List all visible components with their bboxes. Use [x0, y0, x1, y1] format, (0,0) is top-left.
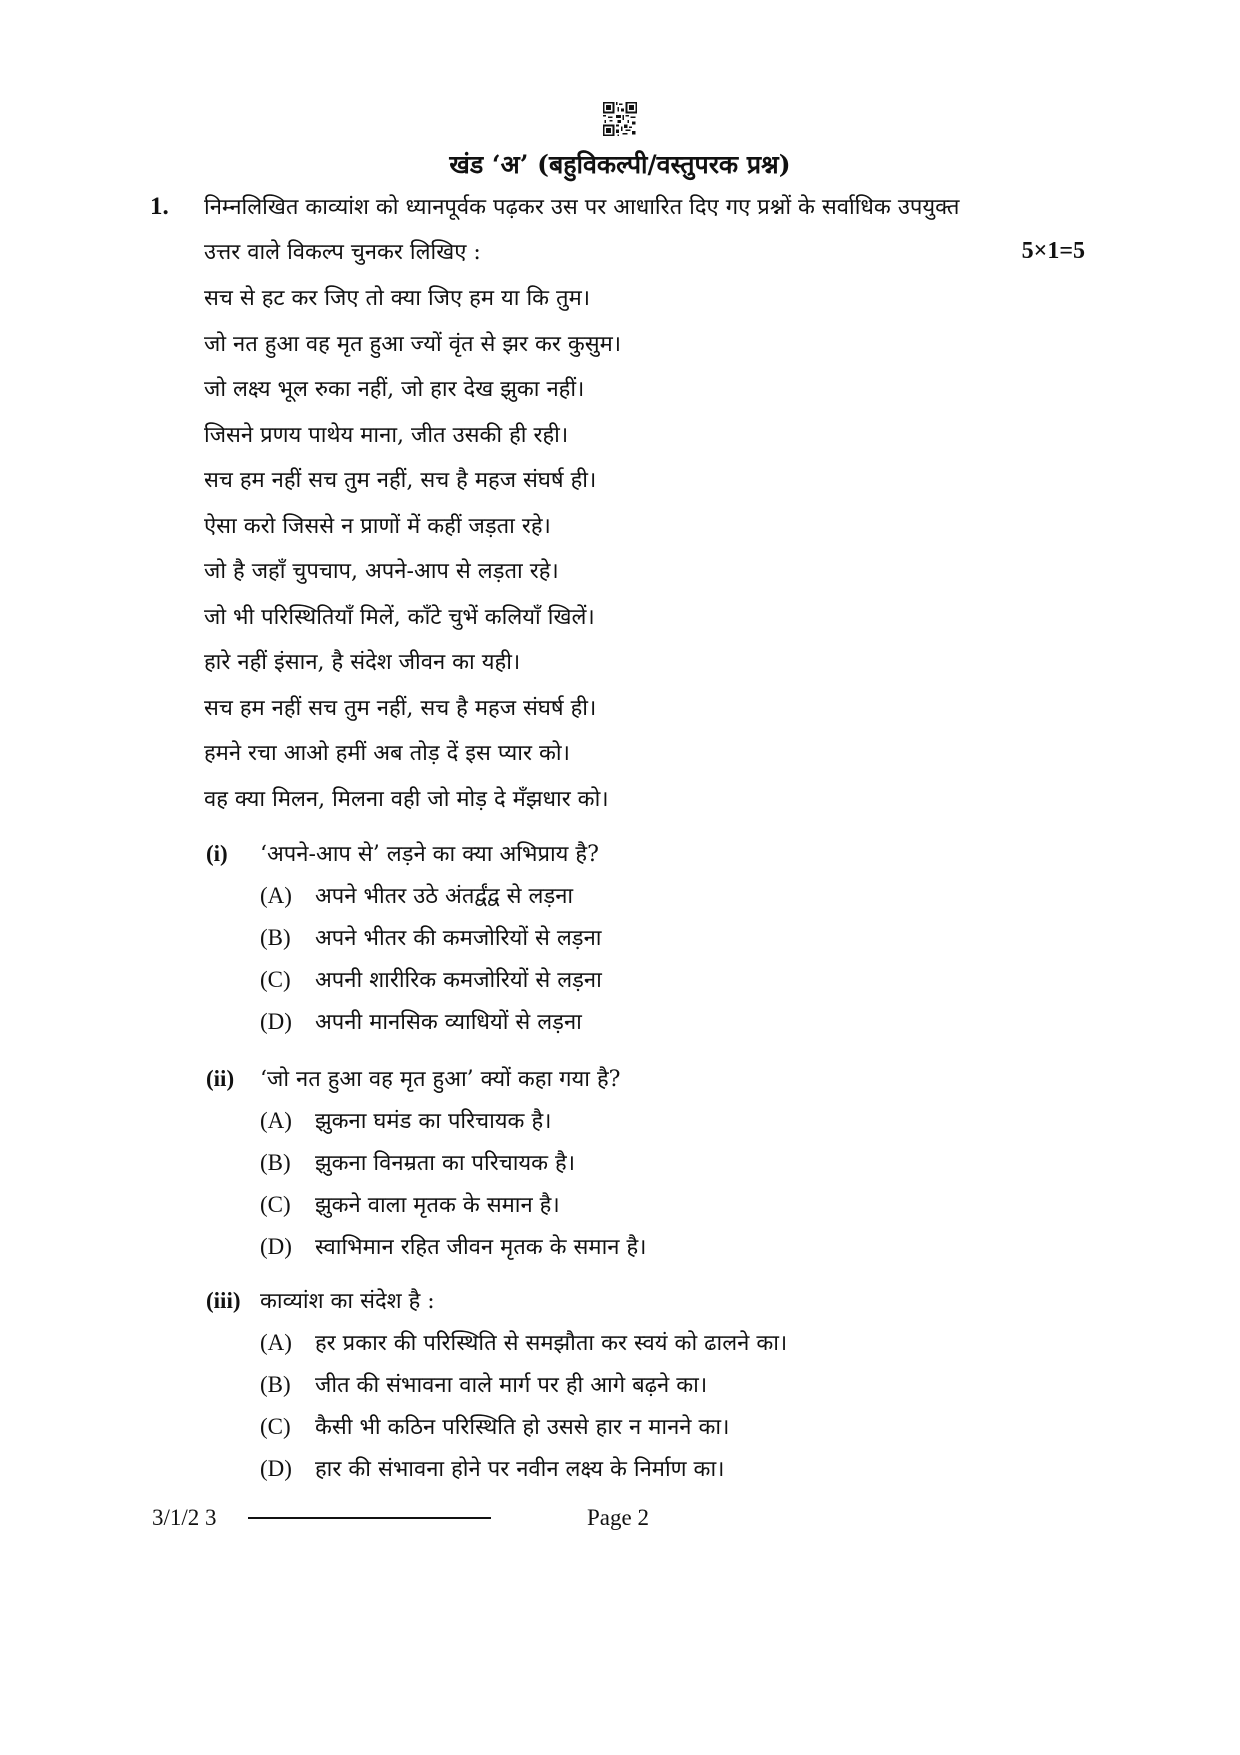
poem-line: जो भी परिस्थितियाँ मिलें, काँटे चुभें कलियाँ खिलें।: [204, 604, 595, 630]
sub-question-number: (iii): [206, 1288, 241, 1313]
poem-line: सच हम नहीं सच तुम नहीं, सच है महज संघर्ष ही।: [204, 695, 597, 721]
option-text: अपने भीतर उठे अंतर्द्वंद्व से लड़ना: [315, 884, 574, 909]
qr-code-icon: [603, 102, 637, 136]
option-text: हार की संभावना होने पर नवीन लक्ष्य के निर्माण का।: [315, 1457, 725, 1482]
option-label: (B): [260, 1372, 291, 1397]
option-label: (B): [260, 1150, 291, 1175]
option-d: [206, 1231, 1106, 1273]
option-text: अपने भीतर की कमजोरियों से लड़ना: [315, 926, 602, 951]
poem-line: जो लक्ष्य भूल रुका नहीं, जो हार देख झुका नहीं।: [204, 377, 585, 402]
sub-question-text: ‘अपने-आप से’ लड़ने का क्या अभिप्राय है?: [260, 842, 599, 867]
sub-question-iii: [206, 1285, 1106, 1495]
poem-line: ऐसा करो जिससे न प्राणों में कहीं जड़ता रहे।: [204, 513, 551, 539]
poem-line: हमने रचा आओ हमीं अब तोड़ दें इस प्यार को।: [204, 741, 570, 766]
option-label: (A): [260, 1108, 292, 1133]
option-c: [206, 1189, 1106, 1231]
option-label: (A): [260, 883, 292, 908]
option-a: [206, 880, 1106, 922]
sub-question-text: काव्यांश का संदेश है :: [260, 1289, 435, 1314]
option-c: [206, 1411, 1106, 1453]
option-label: (D): [260, 1456, 292, 1481]
poem-line: जिसने प्रणय पाथेय माना, जीत उसकी ही रही।: [204, 422, 569, 448]
option-d: [206, 1006, 1106, 1048]
question-number: 1.: [150, 193, 169, 220]
marks-allocation: 5×1=5: [1021, 238, 1085, 264]
option-text: झुकना विनम्रता का परिचायक है।: [315, 1151, 576, 1176]
option-text: जीत की संभावना वाले मार्ग पर ही आगे बढ़ने का।: [315, 1373, 708, 1398]
option-text: हर प्रकार की परिस्थिति से समझौता कर स्वयं को ढालने का।: [315, 1331, 788, 1356]
sub-question-number: (i): [206, 841, 228, 866]
option-text: झुकना घमंड का परिचायक है।: [315, 1109, 552, 1134]
poem-line: हारे नहीं इंसान, है संदेश जीवन का यही।: [204, 650, 521, 675]
section-title: खंड ‘अ’ (बहुविकल्पी/वस्तुपरक प्रश्न): [449, 150, 791, 179]
option-c: [206, 964, 1106, 1006]
sub-question-header: [206, 838, 1106, 880]
paper-code: 3/1/2 3: [152, 1505, 217, 1530]
option-text: झुकने वाला मृतक के समान है।: [315, 1193, 560, 1218]
option-label: (C): [260, 967, 291, 992]
question-instruction-line-2: उत्तर वाले विकल्प चुनकर लिखिए :: [204, 240, 481, 265]
poem-line: वह क्या मिलन, मिलना वही जो मोड़ दे मँझधार को।: [204, 786, 609, 812]
sub-question-ii: [206, 1063, 1106, 1273]
sub-question-i: [206, 838, 1106, 1048]
option-b: [206, 922, 1106, 964]
sub-question-header: [206, 1285, 1106, 1327]
poem-stanza: [204, 282, 621, 828]
option-b: [206, 1369, 1106, 1411]
option-a: [206, 1105, 1106, 1147]
poem-line: जो नत हुआ वह मृत हुआ ज्यों वृंत से झर कर कुसुम।: [204, 331, 622, 357]
footer-divider: [248, 1517, 491, 1519]
page-number: Page 2: [587, 1505, 649, 1530]
option-label: (D): [260, 1009, 292, 1034]
poem-line: सच से हट कर जिए तो क्या जिए हम या कि तुम।: [204, 286, 591, 311]
option-label: (B): [260, 925, 291, 950]
option-b: [206, 1147, 1106, 1189]
poem-line: जो है जहाँ चुपचाप, अपने-आप से लड़ता रहे।: [204, 559, 559, 584]
poem-line: सच हम नहीं सच तुम नहीं, सच है महज संघर्ष ही।: [204, 468, 597, 493]
sub-question-number: (ii): [206, 1066, 235, 1091]
option-text: अपनी शारीरिक कमजोरियों से लड़ना: [315, 968, 602, 993]
sub-question-text: ‘जो नत हुआ वह मृत हुआ’ क्यों कहा गया है?: [260, 1067, 621, 1092]
option-label: (C): [260, 1192, 291, 1217]
option-label: (A): [260, 1330, 292, 1355]
option-text: स्वाभिमान रहित जीवन मृतक के समान है।: [315, 1235, 647, 1260]
sub-question-header: [206, 1063, 1106, 1105]
option-label: (C): [260, 1414, 291, 1439]
option-label: (D): [260, 1234, 292, 1259]
question-instruction-line-1: निम्नलिखित काव्यांश को ध्यानपूर्वक पढ़कर उस पर आधारित दिए गए प्रश्नों के सर्वाधिक उपयुक्त: [204, 195, 960, 220]
option-text: अपनी मानसिक व्याधियों से लड़ना: [315, 1010, 582, 1035]
option-text: कैसी भी कठिन परिस्थिति हो उससे हार न मानने का।: [315, 1415, 730, 1440]
option-a: [206, 1327, 1106, 1369]
option-d: [206, 1453, 1106, 1495]
